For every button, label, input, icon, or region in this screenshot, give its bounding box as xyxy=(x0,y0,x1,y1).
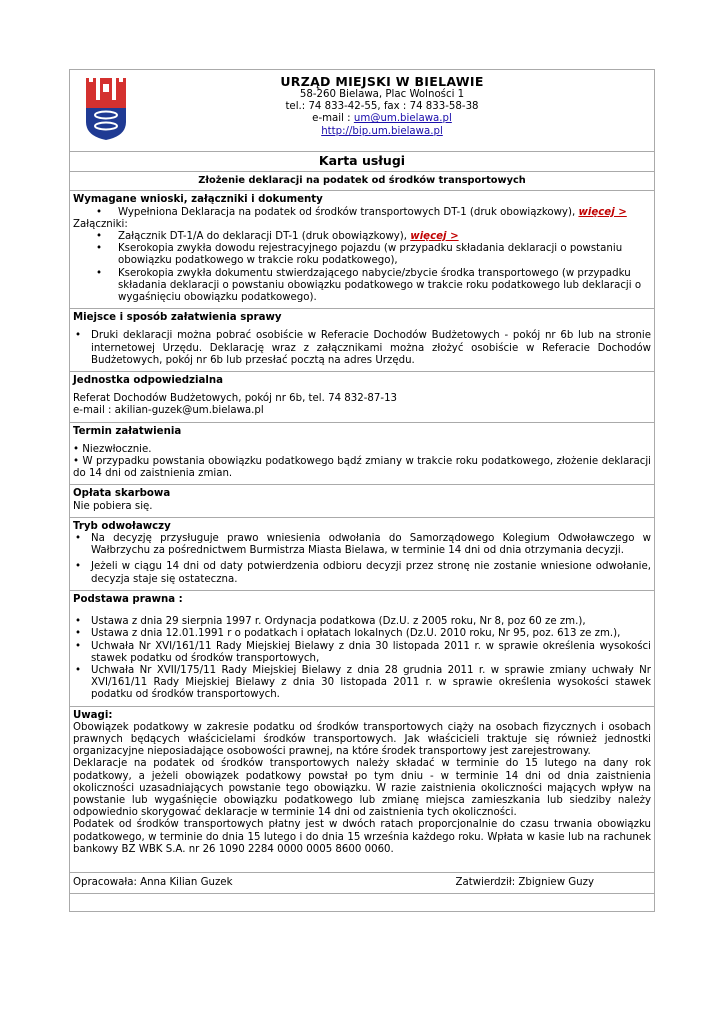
place-text: • Druki deklaracji można pobrać osobiście w Referacie Dochodów Budżetowych - pokój nr 6b lub na stronie internetowej Urzędu. Deklarację wraz z załącznikami można złożyć osobiście w Referacie Dochodów Budżetowych, pokój nr 6b lub przesłać pocztą na adres Urzędu. xyxy=(73,330,651,367)
card-title: Karta usługi xyxy=(70,151,654,171)
office-address: 58-260 Bielawa, Plac Wolności 1 xyxy=(299,89,465,100)
attachment-item xyxy=(73,231,651,243)
office-email-line xyxy=(110,113,654,125)
attachments-label: Załączniki: xyxy=(73,218,128,230)
footer xyxy=(70,872,654,893)
email-link[interactable]: um@um.bielawa.pl xyxy=(353,113,452,125)
document-item xyxy=(73,207,651,219)
document-text: Wypełniona Deklaracja na podatek od środków transportowych DT-1 (druk obowiązkowy), xyxy=(118,206,576,218)
legal-item: • Ustawa z dnia 12.01.1991 r o podatkach i opłatach lokalnych (Dz.U. 2010 roku, Nr 95, poz. 613 ze zm.), xyxy=(73,628,651,640)
term-section xyxy=(70,422,654,485)
term-item: • Niezwłocznie. xyxy=(73,443,152,455)
bip-link[interactable]: http://bip.um.bielawa.pl xyxy=(321,125,443,137)
legal-section xyxy=(70,590,654,706)
term-text: W przypadku powstania obowiązku podatkowego bądź zmiany w trakcie roku podatkowego, złożenie deklaracji do 14 dni od zaistnienia zmian. xyxy=(73,456,651,480)
approved-by: Zatwierdził: Zbigniew Guzy xyxy=(455,876,594,888)
unit-section xyxy=(70,371,654,422)
attachment-item: • Kserokopia zwykła dowodu rejestracyjnego pojazdu (w przypadku składania deklaracji o powstaniu obowiązku podatkowego w trakcie roku podatkowego), xyxy=(73,243,651,267)
place-section xyxy=(70,308,654,371)
documents-heading: Wymagane wnioski, załączniki i dokumenty xyxy=(73,194,323,206)
appeal-item: • Jeżeli w ciągu 14 dni od daty potwierdzenia odbioru decyzji przez stronę nie zostanie wniesione odwołanie, decyzja staje się ostateczna. xyxy=(73,561,651,585)
service-card xyxy=(69,69,655,912)
fee-section xyxy=(70,484,654,516)
unit-line: Referat Dochodów Budżetowych, pokój nr 6b, tel. 74 832-87-13 xyxy=(73,393,398,405)
notes-heading: Uwagi: xyxy=(73,709,113,721)
place-heading: Miejsce i sposób załatwienia sprawy xyxy=(73,312,282,324)
fee-heading: Opłata skarbowa xyxy=(73,488,171,500)
appeal-section xyxy=(70,517,654,590)
notes-section xyxy=(70,706,654,872)
header-text xyxy=(110,74,654,138)
unit-email: e-mail : akilian-guzek@um.bielawa.pl xyxy=(73,405,264,417)
appeal-heading: Tryb odwoławczy xyxy=(73,520,171,532)
email-label: e-mail : xyxy=(312,113,351,125)
attachment-text: Załącznik DT-1/A do deklaracji DT-1 (druk obowiązkowy), xyxy=(118,231,408,243)
notes-paragraph: Podatek od środków transportowych płatny jest w dwóch ratach proporcjonalnie do czasu trwania obowiązku podatkowego, w terminie do dnia 15 lutego i do dnia 15 września każdego roku. Wpłata w kasie lub na rachunek bankowy BZ WBK S.A. nr 26 1090 2284 0000 0005 8600 0060. xyxy=(73,819,651,855)
service-name: Złożenie deklaracji na podatek od środków transportowych xyxy=(70,171,654,190)
notes-paragraph: Obowiązek podatkowy w zakresie podatku od środków transportowych ciąży na osobach fizycznych i osobach prawnych będących właścicielami środków transportowych. Jak właścicieli traktuje się również jednostki organizacyjne nieposiadające osobowości prawnej, na które środek transportowy jest zarejestrowany. xyxy=(73,721,651,758)
legal-item: • Ustawa z dnia 29 sierpnia 1997 r. Ordynacja podatkowa (Dz.U. z 2005 roku, Nr 8, poz 60 ze zm.), xyxy=(73,616,651,628)
appeal-item: • Na decyzję przysługuje prawo wniesienia odwołania do Samorządowego Kolegium Odwoławczego w Wałbrzychu za pośrednictwem Burmistrza Miasta Bielawa, w terminie 14 dni od dnia otrzymania decyzji. xyxy=(73,533,651,557)
notes-paragraph: Deklaracje na podatek od środków transportowych należy składać w terminie do 15 lutego na dany rok podatkowy, a jeżeli obowiązek podatkowy powstał po tym dniu - w terminie 14 dni od dnia zaistnienia okoliczności uzasadniających powstanie tego obowiązku. W razie zaistnienia okoliczności mających wpływ na powstanie lub wygaśnięcie obowiązku podatkowego lub zmianę miejsca zamieszkania lub siedziby należy odpowiednio skorygować deklaracje w terminie 14 dni od zaistnienia tych okoliczności. xyxy=(73,758,651,819)
term-text: Niezwłocznie. xyxy=(82,443,152,455)
empty-row xyxy=(70,893,654,911)
more-link-attachment[interactable]: więcej > xyxy=(410,231,459,243)
legal-heading: Podstawa prawna : xyxy=(73,593,183,605)
office-header xyxy=(70,70,654,151)
bip-line xyxy=(110,126,654,138)
term-item: • W przypadku powstania obowiązku podatkowego bądź zmiany w trakcie roku podatkowego, złożenie deklaracji do 14 dni od zaistnienia zmian. xyxy=(73,456,651,480)
unit-heading: Jednostka odpowiedzialna xyxy=(73,375,223,387)
attachment-item: • Kserokopia zwykła dokumentu stwierdzającego nabycie/zbycie środka transportowego (w przypadku składania deklaracji o powstaniu obowiązku podatkowego w trakcie roku podatkowego lub deklaracji o wygaśnięciu obowiązku podatkowego). xyxy=(73,268,651,305)
term-heading: Termin załatwienia xyxy=(73,425,182,437)
legal-item: • Uchwała Nr XVI/161/11 Rady Miejskiej Bielawy z dnia 30 listopada 2011 r. w sprawie określenia wysokości stawek podatku od środków transportowych, xyxy=(73,641,651,665)
legal-item: • Uchwała Nr XVII/175/11 Rady Miejskiej Bielawy z dnia 28 grudnia 2011 r. w sprawie zmiany uchwały Nr XVI/161/11 Rady Miejskiej Bielawy z dnia 30 listopada 2011 r. w sprawie określenia wysokości stawek podatku od środków transportowych. xyxy=(73,665,651,702)
more-link[interactable]: więcej > xyxy=(578,206,627,218)
office-phone: tel.: 74 833-42-55, fax : 74 833-58-38 xyxy=(285,101,479,113)
prepared-by: Opracowała: Anna Kilian Guzek xyxy=(73,876,233,888)
office-title: URZĄD MIEJSKI W BIELAWIE xyxy=(280,74,484,89)
fee-text: Nie pobiera się. xyxy=(73,500,153,512)
documents-section xyxy=(70,190,654,308)
